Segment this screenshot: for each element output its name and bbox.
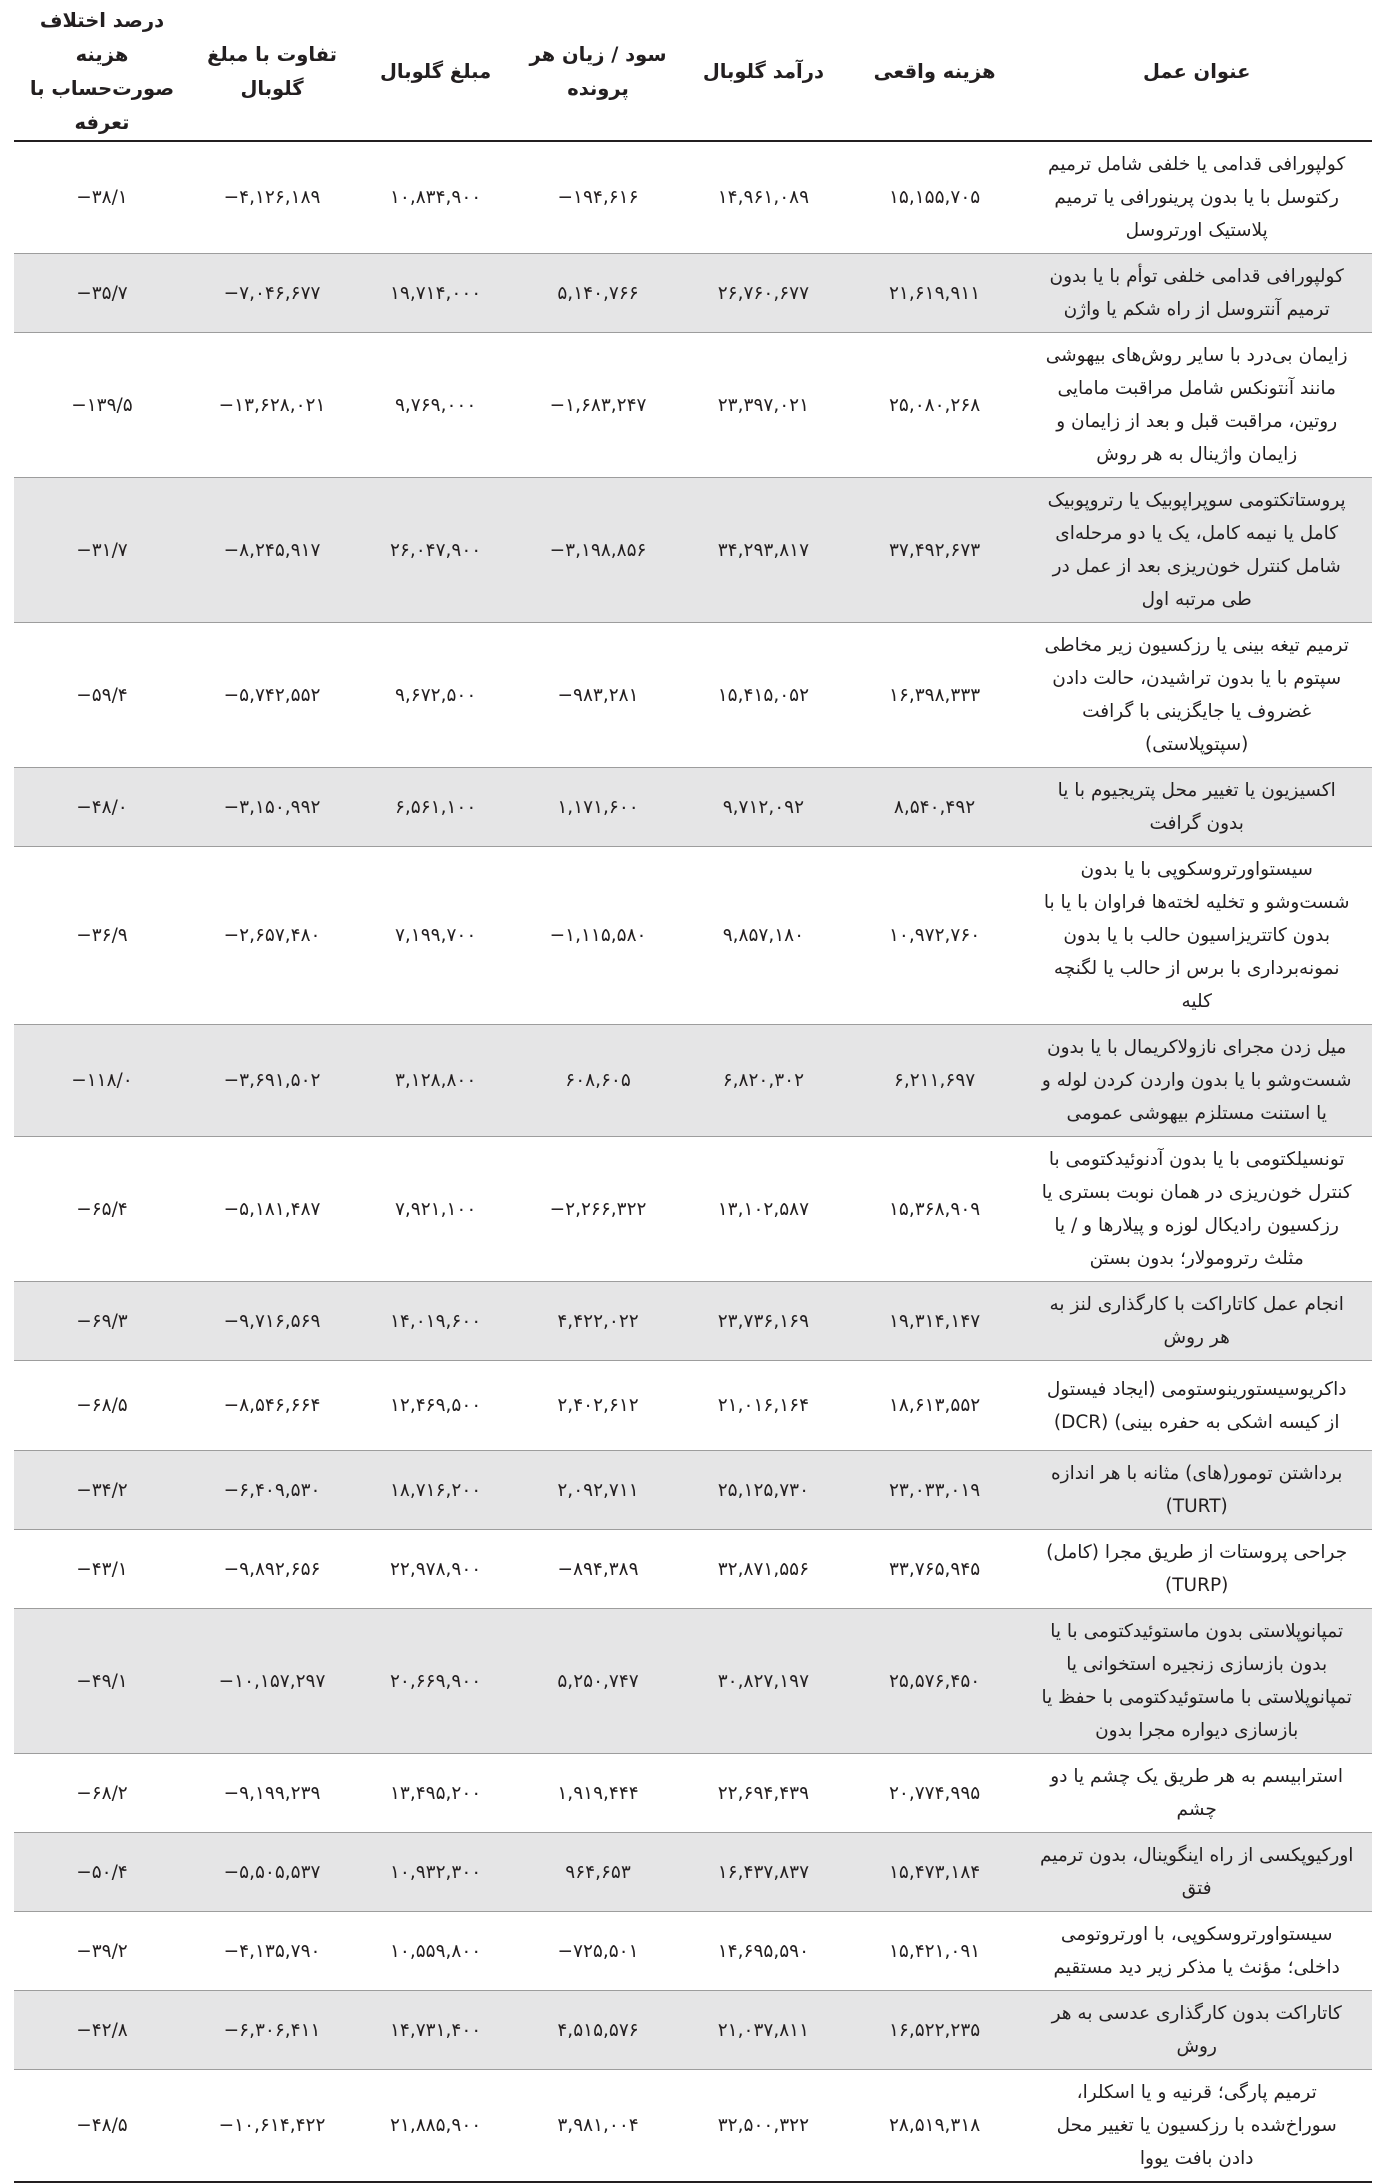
row-title: جراحی پروستات از طریق مجرا (کامل) (TURP): [1021, 1530, 1372, 1609]
global-amount-cell: ۱۴,۷۳۱,۴۰۰: [354, 1991, 517, 2070]
diff-global-cell: −۶,۴۰۹,۵۳۰: [190, 1451, 354, 1530]
global-amount-cell: ۱۰,۸۳۴,۹۰۰: [354, 141, 517, 254]
global-income-cell: ۱۳,۱۰۲,۵۸۷: [679, 1137, 848, 1282]
profit-loss-cell: ۲,۴۰۲,۶۱۲: [517, 1361, 679, 1451]
actual-cost-cell: ۱۵,۱۵۵,۷۰۵: [848, 141, 1022, 254]
diff-percent-cell: −۶۵/۴: [14, 1137, 190, 1282]
table-row: [14, 1025, 1372, 1137]
table-row: [14, 1609, 1372, 1754]
profit-loss-cell: ۹۶۴,۶۵۳: [517, 1833, 679, 1912]
table-row: [14, 1137, 1372, 1282]
actual-cost-cell: ۱۰,۹۷۲,۷۶۰: [848, 847, 1022, 1025]
header-global-amount: مبلغ گلوبال: [354, 4, 517, 141]
global-income-cell: ۲۳,۳۹۷,۰۲۱: [679, 333, 848, 478]
diff-global-cell: −۱۳,۶۲۸,۰۲۱: [190, 333, 354, 478]
actual-cost-cell: ۲۱,۶۱۹,۹۱۱: [848, 254, 1022, 333]
actual-cost-cell: ۶,۲۱۱,۶۹۷: [848, 1025, 1022, 1137]
profit-loss-cell: ۱,۱۷۱,۶۰۰: [517, 768, 679, 847]
actual-cost-cell: ۲۵,۰۸۰,۲۶۸: [848, 333, 1022, 478]
global-income-cell: ۳۲,۸۷۱,۵۵۶: [679, 1530, 848, 1609]
global-income-cell: ۱۴,۶۹۵,۵۹۰: [679, 1912, 848, 1991]
profit-loss-cell: ۵,۲۵۰,۷۴۷: [517, 1609, 679, 1754]
diff-percent-cell: −۳۱/۷: [14, 478, 190, 623]
profit-loss-cell: ۴,۵۱۵,۵۷۶: [517, 1991, 679, 2070]
diff-global-cell: −۱۰,۱۵۷,۲۹۷: [190, 1609, 354, 1754]
row-title: تونسیلکتومی با یا بدون آدنوئیدکتومی با کنترل خون‌ریزی در همان نوبت بستری یا رزکسیون رادیکال لوزه و پیلارها و / یا مثلث رترومولار؛ بدون بستن: [1021, 1137, 1372, 1282]
table-row: [14, 2070, 1372, 2183]
profit-loss-cell: −۱,۱۱۵,۵۸۰: [517, 847, 679, 1025]
profit-loss-cell: −۱,۶۸۳,۲۴۷: [517, 333, 679, 478]
table-row: [14, 1451, 1372, 1530]
profit-loss-cell: ۱,۹۱۹,۴۴۴: [517, 1754, 679, 1833]
profit-loss-cell: ۲,۰۹۲,۷۱۱: [517, 1451, 679, 1530]
diff-global-cell: −۸,۲۴۵,۹۱۷: [190, 478, 354, 623]
surgery-cost-table: [14, 4, 1372, 2183]
global-amount-cell: ۲۱,۸۸۵,۹۰۰: [354, 2070, 517, 2183]
table-row: [14, 1991, 1372, 2070]
row-title: پروستاتکتومی سوپراپوبیک یا رتروپوبیک کامل یا نیمه کامل، یک یا دو مرحله‌ای شامل کنترل خون‌ریزی بعد از عمل در طی مرتبه اول: [1021, 478, 1372, 623]
global-amount-cell: ۱۰,۹۳۲,۳۰۰: [354, 1833, 517, 1912]
global-income-cell: ۳۲,۵۰۰,۳۲۲: [679, 2070, 848, 2183]
diff-global-cell: −۳,۶۹۱,۵۰۲: [190, 1025, 354, 1137]
header-global-income: درآمد گلوبال: [679, 4, 848, 141]
global-amount-cell: ۹,۶۷۲,۵۰۰: [354, 623, 517, 768]
actual-cost-cell: ۲۵,۵۷۶,۴۵۰: [848, 1609, 1022, 1754]
profit-loss-cell: −۳,۱۹۸,۸۵۶: [517, 478, 679, 623]
global-amount-cell: ۲۰,۶۶۹,۹۰۰: [354, 1609, 517, 1754]
diff-global-cell: −۲,۶۵۷,۴۸۰: [190, 847, 354, 1025]
global-amount-cell: ۱۲,۴۶۹,۵۰۰: [354, 1361, 517, 1451]
diff-global-cell: −۸,۵۴۶,۶۶۴: [190, 1361, 354, 1451]
row-title: سیستواورتروسکوپی، با اورتروتومی داخلی؛ مؤنث یا مذکر زیر دید مستقیم: [1021, 1912, 1372, 1991]
table-row: [14, 1833, 1372, 1912]
row-title: زایمان بی‌درد با سایر روش‌های بیهوشی مانند آنتونکس شامل مراقبت مامایی روتین، مراقبت قبل و بعد از زایمان و زایمان واژینال به هر روش: [1021, 333, 1372, 478]
table-row: [14, 141, 1372, 254]
global-income-cell: ۱۵,۴۱۵,۰۵۲: [679, 623, 848, 768]
header-actual-cost: هزینه واقعی: [848, 4, 1022, 141]
global-income-cell: ۳۰,۸۲۷,۱۹۷: [679, 1609, 848, 1754]
actual-cost-cell: ۳۳,۷۶۵,۹۴۵: [848, 1530, 1022, 1609]
header-title: عنوان عمل: [1021, 4, 1372, 141]
row-title: اکسیزیون یا تغییر محل پتریجیوم با یا بدون گرافت: [1021, 768, 1372, 847]
header-diff-percent: درصد اختلاف هزینه صورت‌حساب با تعرفه: [14, 4, 190, 141]
global-amount-cell: ۱۹,۷۱۴,۰۰۰: [354, 254, 517, 333]
diff-percent-cell: −۳۹/۲: [14, 1912, 190, 1991]
diff-global-cell: −۵,۷۴۲,۵۵۲: [190, 623, 354, 768]
row-title: میل زدن مجرای نازولاکریمال با یا بدون شست‌وشو با یا بدون واردن کردن لوله و یا استنت مستلزم بیهوشی عمومی: [1021, 1025, 1372, 1137]
table-row: [14, 1361, 1372, 1451]
row-title: تمپانوپلاستی بدون ماستوئیدکتومی با یا بدون بازسازی زنجیره استخوانی یا تمپانوپلاستی با ماستوئیدکتومی با حفظ یا بازسازی دیواره مجرا بدون: [1021, 1609, 1372, 1754]
global-amount-cell: ۱۸,۷۱۶,۲۰۰: [354, 1451, 517, 1530]
global-income-cell: ۱۶,۴۳۷,۸۳۷: [679, 1833, 848, 1912]
row-title: کولپورافی قدامی یا خلفی شامل ترمیم رکتوسل با یا بدون پرینورافی یا ترمیم پلاستیک اورتروسل: [1021, 141, 1372, 254]
global-amount-cell: ۶,۵۶۱,۱۰۰: [354, 768, 517, 847]
header-row: [14, 4, 1372, 141]
diff-percent-cell: −۳۶/۹: [14, 847, 190, 1025]
diff-percent-cell: −۴۹/۱: [14, 1609, 190, 1754]
global-income-cell: ۲۵,۱۲۵,۷۳۰: [679, 1451, 848, 1530]
profit-loss-cell: −۱۹۴,۶۱۶: [517, 141, 679, 254]
diff-percent-cell: −۶۸/۵: [14, 1361, 190, 1451]
profit-loss-cell: ۴,۴۲۲,۰۲۲: [517, 1282, 679, 1361]
global-income-cell: ۹,۷۱۲,۰۹۲: [679, 768, 848, 847]
table-row: [14, 1530, 1372, 1609]
diff-global-cell: −۵,۱۸۱,۴۸۷: [190, 1137, 354, 1282]
row-title: انجام عمل کاتاراکت با کارگذاری لنز به هر روش: [1021, 1282, 1372, 1361]
diff-percent-cell: −۱۱۸/۰: [14, 1025, 190, 1137]
global-income-cell: ۲۱,۰۳۷,۸۱۱: [679, 1991, 848, 2070]
global-amount-cell: ۳,۱۲۸,۸۰۰: [354, 1025, 517, 1137]
actual-cost-cell: ۱۸,۶۱۳,۵۵۲: [848, 1361, 1022, 1451]
diff-percent-cell: −۴۸/۰: [14, 768, 190, 847]
diff-percent-cell: −۴۸/۵: [14, 2070, 190, 2183]
row-title: ترمیم پارگی؛ قرنیه و یا اسکلرا، سوراخ‌شده با رزکسیون یا تغییر محل دادن بافت یووا: [1021, 2070, 1372, 2183]
diff-global-cell: −۵,۵۰۵,۵۳۷: [190, 1833, 354, 1912]
row-title: استرابیسم به هر طریق یک چشم یا دو چشم: [1021, 1754, 1372, 1833]
table-row: [14, 768, 1372, 847]
global-income-cell: ۶,۸۲۰,۳۰۲: [679, 1025, 848, 1137]
actual-cost-cell: ۱۵,۴۷۳,۱۸۴: [848, 1833, 1022, 1912]
row-title: اورکیوپکسی از راه اینگوینال، بدون ترمیم فتق: [1021, 1833, 1372, 1912]
global-income-cell: ۲۱,۰۱۶,۱۶۴: [679, 1361, 848, 1451]
profit-loss-cell: ۶۰۸,۶۰۵: [517, 1025, 679, 1137]
profit-loss-cell: −۸۹۴,۳۸۹: [517, 1530, 679, 1609]
global-income-cell: ۹,۸۵۷,۱۸۰: [679, 847, 848, 1025]
row-title: ترمیم تیغه بینی یا رزکسیون زیر مخاطی سپتوم با یا بدون تراشیدن، حالت دادن غضروف یا جایگزینی با گرافت (سپتوپلاستی): [1021, 623, 1372, 768]
row-title: داکریوسیستورینوستومی (ایجاد فیستول از کیسه اشکی به حفره بینی) (DCR): [1021, 1361, 1372, 1451]
row-title: کولپورافی قدامی خلفی توأم با یا بدون ترمیم آنتروسل از راه شکم یا واژن: [1021, 254, 1372, 333]
diff-percent-cell: −۳۴/۲: [14, 1451, 190, 1530]
global-amount-cell: ۲۲,۹۷۸,۹۰۰: [354, 1530, 517, 1609]
diff-percent-cell: −۶۸/۲: [14, 1754, 190, 1833]
diff-global-cell: −۷,۰۴۶,۶۷۷: [190, 254, 354, 333]
diff-percent-cell: −۳۸/۱: [14, 141, 190, 254]
table-row: [14, 254, 1372, 333]
global-amount-cell: ۱۴,۰۱۹,۶۰۰: [354, 1282, 517, 1361]
diff-global-cell: −۹,۷۱۶,۵۶۹: [190, 1282, 354, 1361]
table-body: [14, 141, 1372, 2182]
diff-global-cell: −۱۰,۶۱۴,۴۲۲: [190, 2070, 354, 2183]
table-header: [14, 4, 1372, 141]
actual-cost-cell: ۱۶,۳۹۸,۳۳۳: [848, 623, 1022, 768]
actual-cost-cell: ۸,۵۴۰,۴۹۲: [848, 768, 1022, 847]
global-amount-cell: ۷,۹۲۱,۱۰۰: [354, 1137, 517, 1282]
actual-cost-cell: ۱۶,۵۲۲,۲۳۵: [848, 1991, 1022, 2070]
global-amount-cell: ۷,۱۹۹,۷۰۰: [354, 847, 517, 1025]
table-row: [14, 478, 1372, 623]
global-income-cell: ۳۴,۲۹۳,۸۱۷: [679, 478, 848, 623]
table-row: [14, 847, 1372, 1025]
diff-percent-cell: −۳۵/۷: [14, 254, 190, 333]
global-amount-cell: ۲۶,۰۴۷,۹۰۰: [354, 478, 517, 623]
table-row: [14, 623, 1372, 768]
header-diff-global: تفاوت با مبلغ گلوبال: [190, 4, 354, 141]
actual-cost-cell: ۱۵,۳۶۸,۹۰۹: [848, 1137, 1022, 1282]
actual-cost-cell: ۱۵,۴۲۱,۰۹۱: [848, 1912, 1022, 1991]
table-row: [14, 1282, 1372, 1361]
global-income-cell: ۲۳,۷۳۶,۱۶۹: [679, 1282, 848, 1361]
global-income-cell: ۱۴,۹۶۱,۰۸۹: [679, 141, 848, 254]
actual-cost-cell: ۱۹,۳۱۴,۱۴۷: [848, 1282, 1022, 1361]
row-title: سیستواورتروسکوپی با یا بدون شست‌وشو و تخلیه لخته‌ها فراوان با یا با بدون کاتتریزاسیون حالب با یا بدون نمونه‌برداری با برس از حالب یا لگنچه کلیه: [1021, 847, 1372, 1025]
header-profit-loss: سود / زیان هر پرونده: [517, 4, 679, 141]
profit-loss-cell: −۹۸۳,۲۸۱: [517, 623, 679, 768]
diff-percent-cell: −۴۳/۱: [14, 1530, 190, 1609]
diff-global-cell: −۹,۱۹۹,۲۳۹: [190, 1754, 354, 1833]
global-amount-cell: ۱۳,۴۹۵,۲۰۰: [354, 1754, 517, 1833]
global-amount-cell: ۹,۷۶۹,۰۰۰: [354, 333, 517, 478]
profit-loss-cell: ۳,۹۸۱,۰۰۴: [517, 2070, 679, 2183]
global-income-cell: ۲۶,۷۶۰,۶۷۷: [679, 254, 848, 333]
diff-global-cell: −۳,۱۵۰,۹۹۲: [190, 768, 354, 847]
table-row: [14, 333, 1372, 478]
actual-cost-cell: ۳۷,۴۹۲,۶۷۳: [848, 478, 1022, 623]
profit-loss-cell: −۲,۲۶۶,۳۲۲: [517, 1137, 679, 1282]
diff-global-cell: −۴,۱۳۵,۷۹۰: [190, 1912, 354, 1991]
global-income-cell: ۲۲,۶۹۴,۴۳۹: [679, 1754, 848, 1833]
diff-percent-cell: −۶۹/۳: [14, 1282, 190, 1361]
row-title: کاتاراکت بدون کارگذاری عدسی به هر روش: [1021, 1991, 1372, 2070]
diff-global-cell: −۶,۳۰۶,۴۱۱: [190, 1991, 354, 2070]
global-amount-cell: ۱۰,۵۵۹,۸۰۰: [354, 1912, 517, 1991]
diff-global-cell: −۴,۱۲۶,۱۸۹: [190, 141, 354, 254]
row-title: برداشتن تومور(های) مثانه با هر اندازه (TURT): [1021, 1451, 1372, 1530]
table-row: [14, 1912, 1372, 1991]
diff-percent-cell: −۵۹/۴: [14, 623, 190, 768]
actual-cost-cell: ۲۰,۷۷۴,۹۹۵: [848, 1754, 1022, 1833]
diff-percent-cell: −۱۳۹/۵: [14, 333, 190, 478]
diff-percent-cell: −۵۰/۴: [14, 1833, 190, 1912]
diff-global-cell: −۹,۸۹۲,۶۵۶: [190, 1530, 354, 1609]
table-row: [14, 1754, 1372, 1833]
profit-loss-cell: ۵,۱۴۰,۷۶۶: [517, 254, 679, 333]
actual-cost-cell: ۲۸,۵۱۹,۳۱۸: [848, 2070, 1022, 2183]
diff-percent-cell: −۴۲/۸: [14, 1991, 190, 2070]
profit-loss-cell: −۷۲۵,۵۰۱: [517, 1912, 679, 1991]
actual-cost-cell: ۲۳,۰۳۳,۰۱۹: [848, 1451, 1022, 1530]
